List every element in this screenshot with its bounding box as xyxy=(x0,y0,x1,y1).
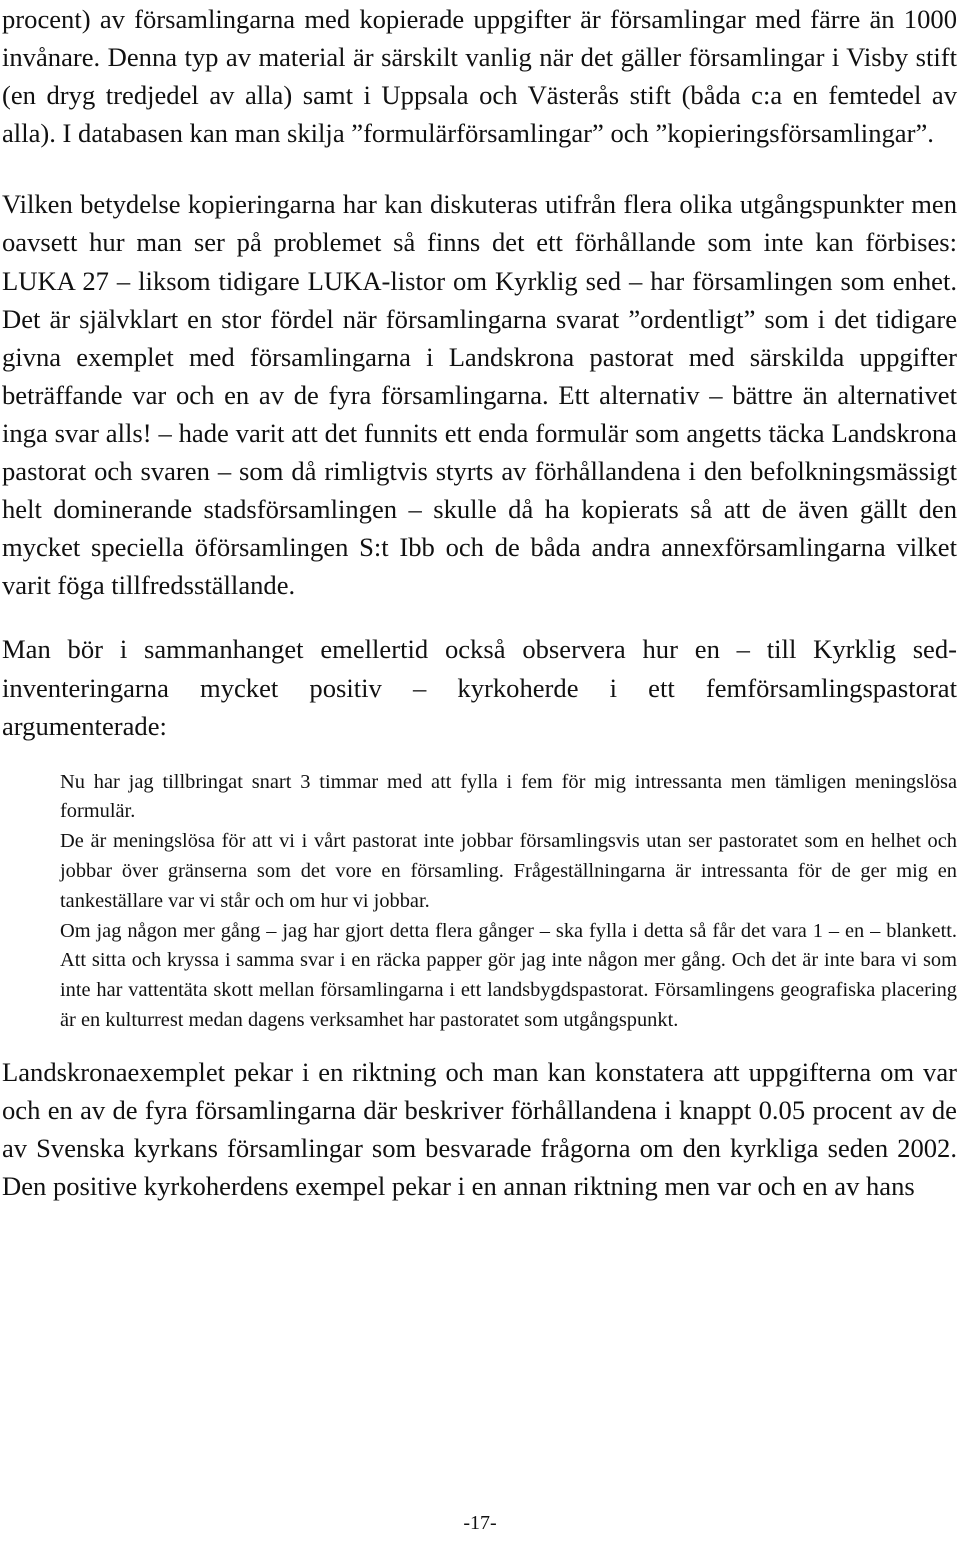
body-paragraph-3: Man bör i sammanhanget emellertid också observera hur en – till Kyrklig sed-inventeringarna mycket positiv – kyrkoherde i ett femförsamlingspastorat argumenterade: xyxy=(2,634,957,741)
page-number: -17- xyxy=(463,1512,497,1534)
quote-paragraph-1: Nu har jag tillbringat snart 3 timmar med att fylla i fem för mig intressanta men tämligen meningslösa formulär. xyxy=(60,770,957,823)
body-paragraph-1: procent) av församlingarna med kopierade uppgifter är församlingar med färre än 1000 invånare. Denna typ av material är särskilt vanlig när det gäller församlingar i Visby stift (en dryg tredjedel av alla) samt i Uppsala och Västerås stift (båda c:a en femtedel av alla). I databasen kan man skilja ”formulärförsamlingar” och ”kopieringsförsamlingar”. xyxy=(2,4,957,149)
body-paragraph-2: Vilken betydelse kopieringarna har kan diskuteras utifrån flera olika utgångspunkter men oavsett hur man ser på problemet så finns det ett förhållande som inte kan förbises: LUKA 27 – liksom tidigare LUKA-listor om Kyrklig sed – har församlingen som enhet. Det är självklart en stor fördel när församlingarna svarat ”ordentligt” som i det tidigare givna exemplet med församlingarna i Landskrona pastorat med särskilda uppgifter beträffande var och en av de fyra församlingarna. Ett alternativ – bättre än alternativet inga svar alls! – hade varit att det funnits ett enda formulär som angetts täcka Landskrona pastorat och svaren – som då rimligtvis styrts av förhållandena i den befolkningsmässigt helt dominerande stadsförsamlingen – skulle då ha kopierats så att de även gällt den mycket speciella öförsamlingen S:t Ibb och de båda andra annexförsamlingarna vilket varit föga tillfredsställande. xyxy=(2,189,957,601)
document-page xyxy=(2,0,957,1205)
quote-paragraph-3: Om jag någon mer gång – jag har gjort detta flera gånger – ska fylla i detta så får det vara 1 – en – blankett. Att sitta och kryssa i samma svar i en räcka papper gör jag inte någon mer gång. Och det är inte bara vi som inte har vattentäta skott mellan församlingarna i ett landsbygdspastorat. Församlingens geografiska placering är en kulturrest medan dagens verksamhet har pastoratet som utgångspunkt. xyxy=(60,919,957,1032)
block-quote xyxy=(60,768,957,1036)
body-paragraph-4: Landskronaexemplet pekar i en riktning och man kan konstatera att uppgifterna om var och en av de fyra församlingarna där beskriver förhållandena i knappt 0.05 procent av de av Svenska kyrkans församlingar som besvarade frågorna om den kyrkliga seden 2002. Den positive kyrkoherdens exempel pekar i en annan riktning men var och en av hans xyxy=(2,1056,957,1202)
quote-paragraph-2: De är meningslösa för att vi i vårt pastorat inte jobbar församlingsvis utan ser pastoratet som en helhet och jobbar över gränserna som det vore en församling. Frågeställningarna är intressanta för de ger mig en tankeställare var vi står och om hur vi jobbar. xyxy=(60,830,957,912)
